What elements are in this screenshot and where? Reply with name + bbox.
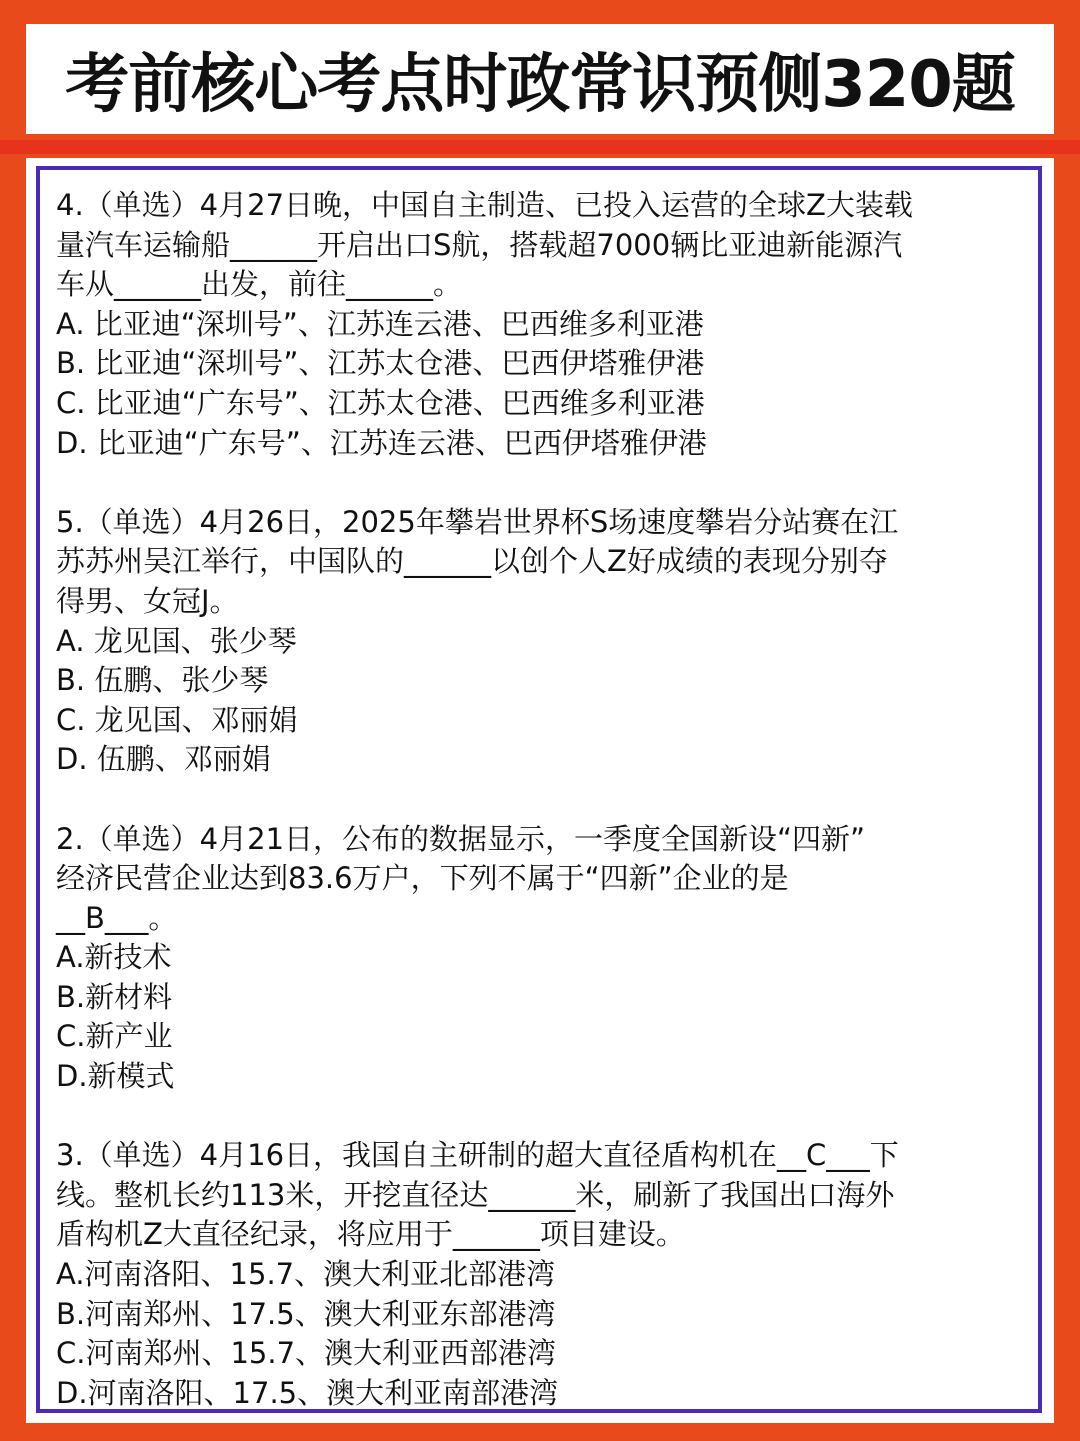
option-a: A.河南洛阳、15.7、澳大利亚北部港湾	[56, 1257, 556, 1292]
divider-band	[0, 140, 1080, 154]
question-stem-line: 经济民营企业达到83.6万户，下列不属于“四新”企业的是	[56, 861, 789, 896]
question-stem-line: 量汽车运输船______开启出口S航，搭载超7000辆比亚迪新能源汽	[56, 227, 903, 262]
option-d: D.新模式	[56, 1059, 175, 1094]
option-c: C.河南郑州、15.7、澳大利亚西部港湾	[56, 1336, 557, 1371]
question-stem-line: 2.（单选）4月21日，公布的数据显示，一季度全国新设“四新”	[56, 821, 866, 856]
page-title: 考前核心考点时政常识预侧320题	[65, 48, 1015, 122]
option-b: B. 伍鹏、张少琴	[56, 663, 269, 698]
option-b: B.新材料	[56, 979, 173, 1014]
question-stem-line: 5.（单选）4月26日，2025年攀岩世界杯S场速度攀岩分站赛在江	[56, 504, 899, 539]
question-stem-line: __B___。	[56, 900, 178, 935]
question-stem-line: 3.（单选）4月16日，我国自主研制的超大直径盾构机在__C___下	[56, 1138, 899, 1173]
option-a: A. 比亚迪“深圳号”、江苏连云港、巴西维多利亚港	[56, 306, 704, 341]
title-banner	[26, 24, 1054, 134]
content-panel	[26, 158, 1054, 1423]
question-item	[56, 1136, 1036, 1413]
question-list	[56, 186, 1036, 1413]
question-item	[56, 503, 1036, 780]
option-d: D.河南洛阳、17.5、澳大利亚南部港湾	[56, 1375, 559, 1410]
option-c: C. 比亚迪“广东号”、江苏太仓港、巴西维多利亚港	[56, 385, 705, 420]
question-stem-line: 4.（单选）4月27日晚，中国自主制造、已投入运营的全球Z大装载	[56, 188, 913, 222]
question-item	[56, 186, 1036, 463]
question-stem-line: 线。整机长约113米，开挖直径达______米，刷新了我国出口海外	[56, 1177, 895, 1212]
question-item	[56, 820, 1036, 1097]
option-a: A.新技术	[56, 940, 172, 975]
question-stem-line: 苏苏州吴江举行，中国队的______以创个人Z好成绩的表现分别夺	[56, 544, 888, 579]
question-stem-line: 车从______出发，前往______。	[56, 267, 463, 302]
option-c: C.新产业	[56, 1019, 173, 1054]
question-stem-line: 盾构机Z大直径纪录，将应用于______项目建设。	[56, 1217, 685, 1252]
option-a: A. 龙见国、张少琴	[56, 623, 297, 658]
option-c: C. 龙见国、邓丽娟	[56, 702, 298, 737]
option-b: B. 比亚迪“深圳号”、江苏太仓港、巴西伊塔雅伊港	[56, 346, 705, 381]
option-d: D. 伍鹏、邓丽娟	[56, 742, 271, 777]
option-b: B.河南郑州、17.5、澳大利亚东部港湾	[56, 1296, 556, 1331]
option-d: D. 比亚迪“广东号”、江苏连云港、巴西伊塔雅伊港	[56, 425, 707, 460]
question-stem-line: 得男、女冠J。	[56, 583, 239, 618]
